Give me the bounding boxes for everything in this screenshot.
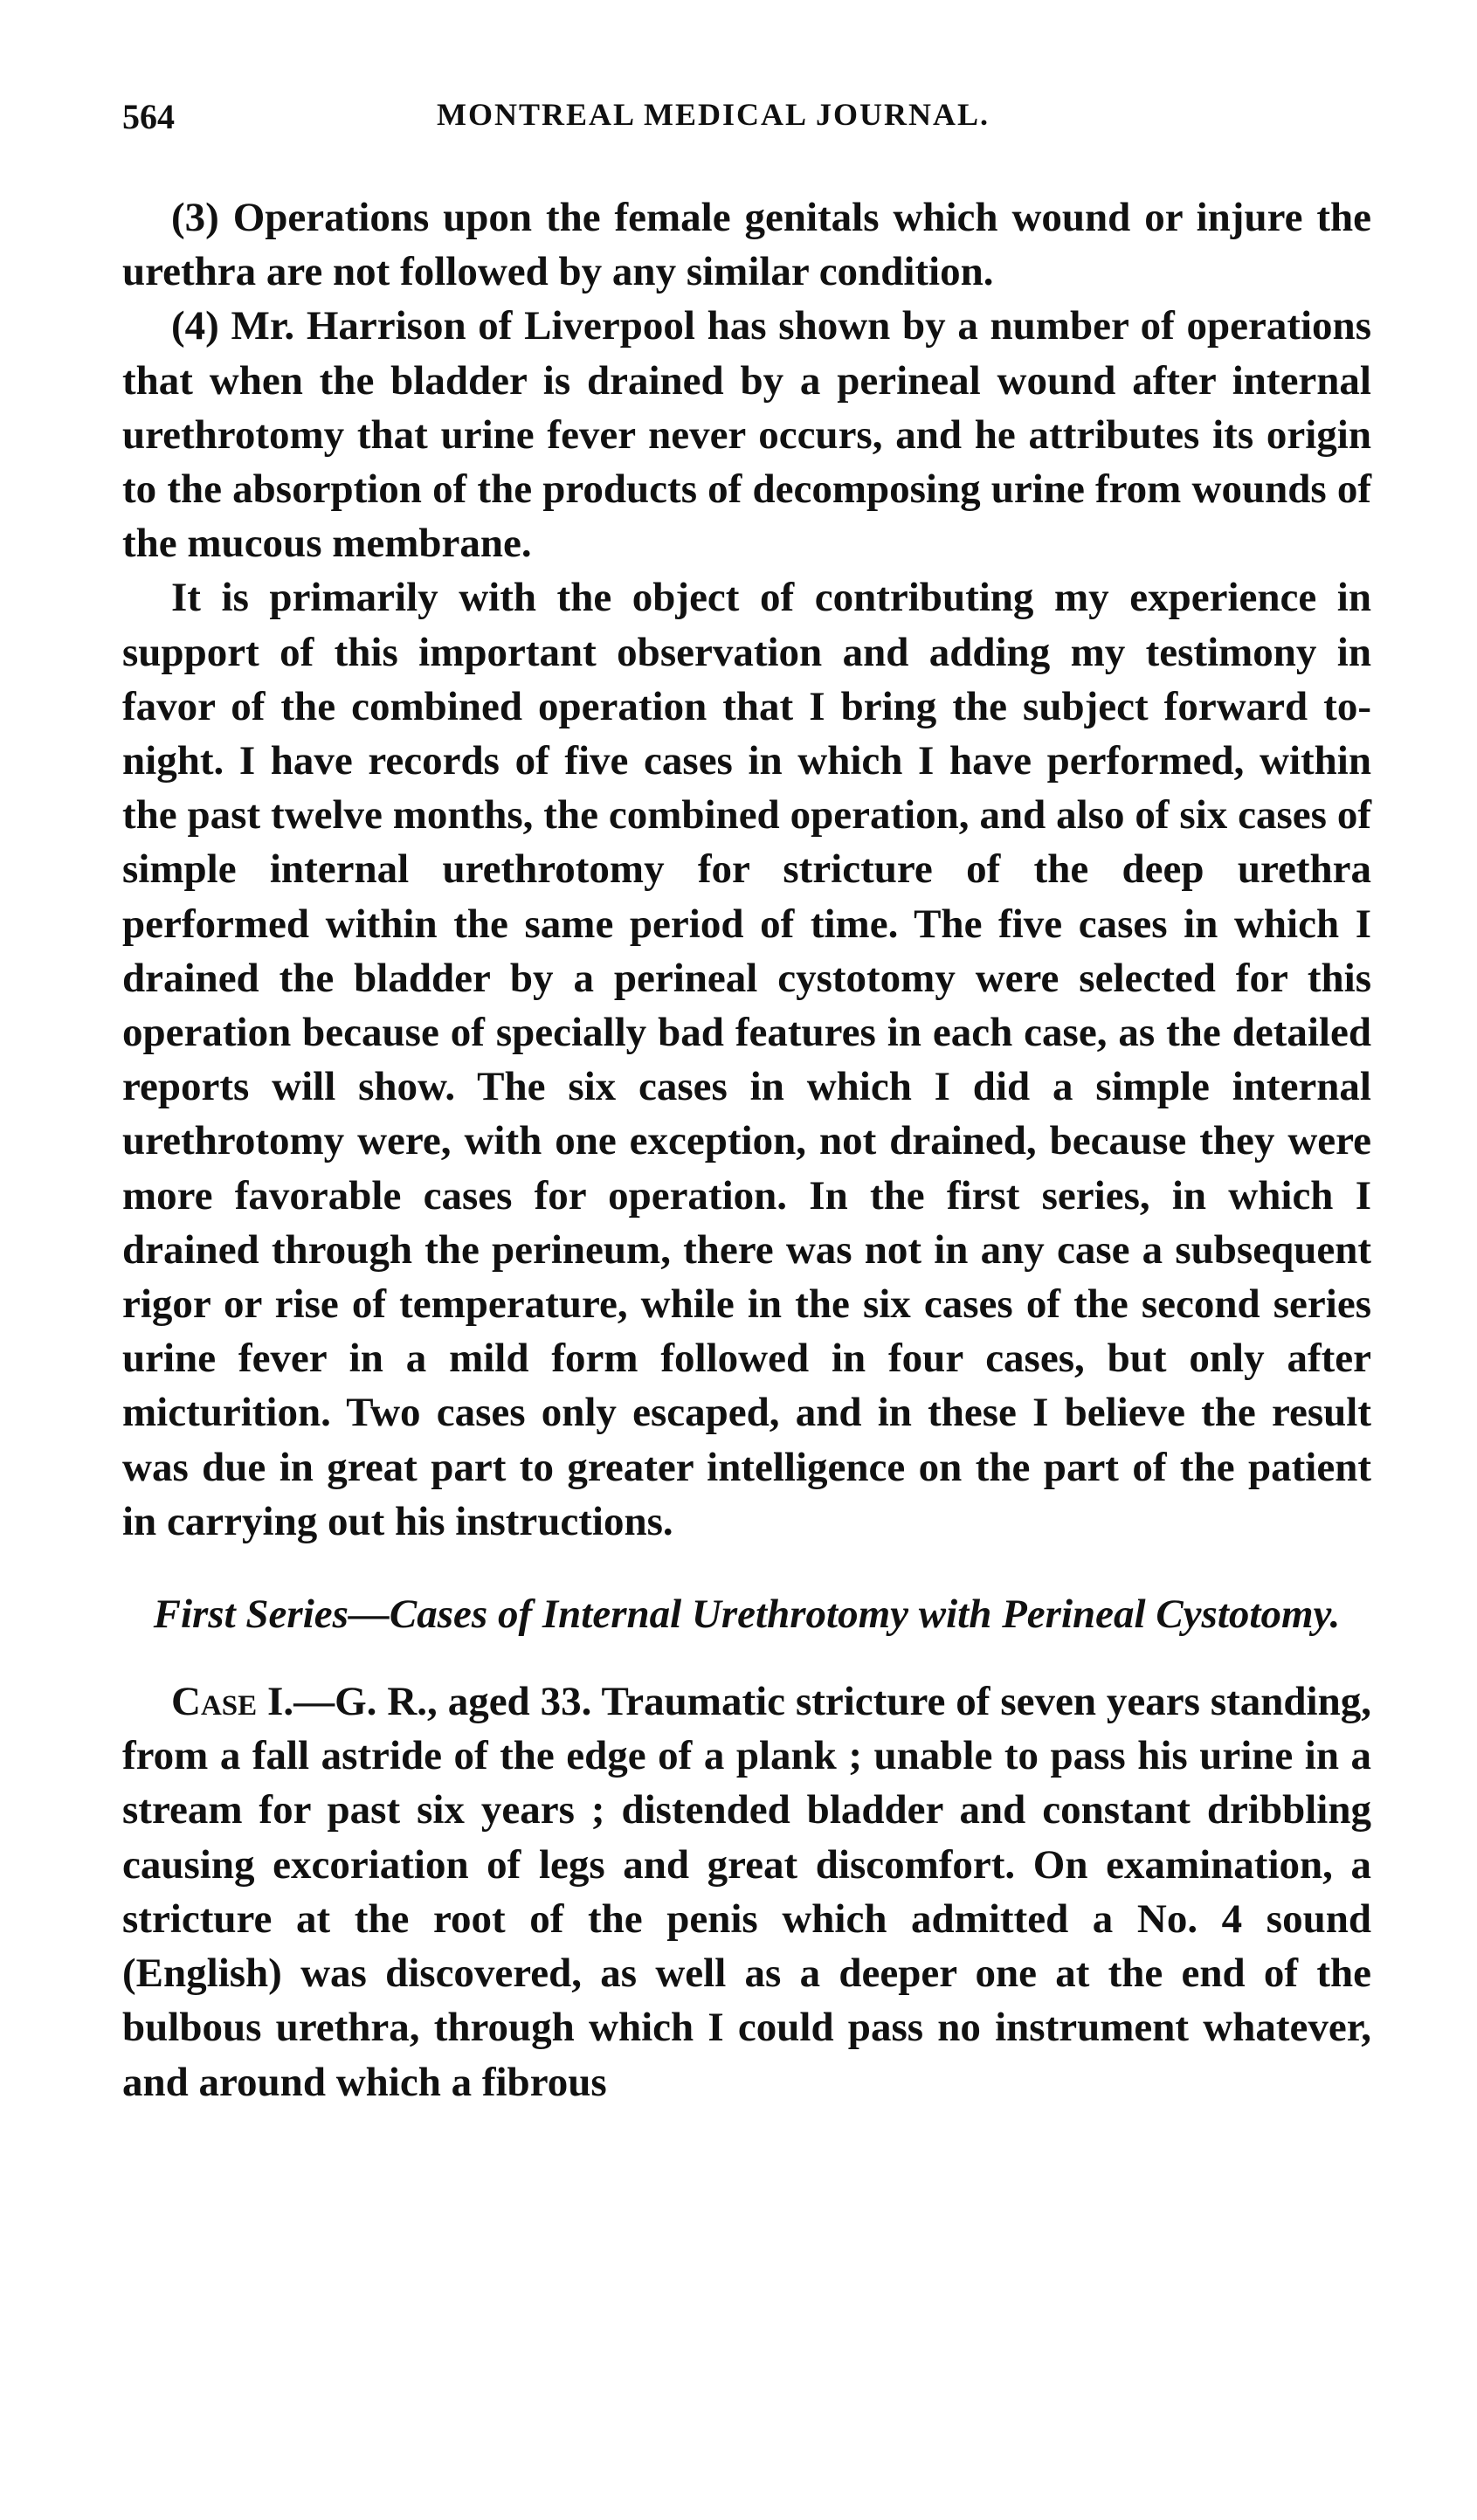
case-text: —G. R., aged 33. Traumatic stricture of seven years standing, from a fall astride of the edge of a plank ; unable to pass his urine in a stream for past six years ; distended bladder and constant dribbling causing excoriation of legs and great discomfort. On examination, a stricture at the root of the penis which admitted a No. 4 sound (English) was discovered, as well as a deeper one at the end of the bulbous urethra, through which I could pass no instrument whatever, and around which a fibrous	[122, 1679, 1371, 2105]
paragraph-experience: It is primarily with the object of contributing my experience in support of this important observation and adding my testimony in favor of the combined operation that I bring the subject forward to-night. I have records of five cases in which I have performed, within the past twelve months, the combined operation, and also of six cases of simple internal urethrotomy for stricture of the deep urethra performed within the same period of time. The five cases in which I drained the bladder by a perineal cystotomy were selected for this operation because of specially bad features in each case, as the detailed reports will show. The six cases in which I did a simple internal urethrotomy were, with one exception, not drained, because they were more favorable cases for operation. In the first series, in which I drained through the perineum, there was not in any case a subsequent rigor or rise of temperature, while in the six cases of the second series urine fever in a mild form followed in four cases, but only after micturition. Two cases only escaped, and in these I believe the result was due in great part to greater intelligence on the part of the patient in carrying out his instructions.	[122, 575, 1371, 1544]
paragraph-4: (4) Mr. Harrison of Liverpool has shown by a number of operations that when the bladder is drained by a perineal wound after internal urethrotomy that urine fever never occurs, and he attributes its origin to the absorption of the products of decomposing urine from wounds of the mucous membrane.	[122, 303, 1371, 567]
journal-title: MONTREAL MEDICAL JOURNAL.	[437, 97, 990, 132]
running-head	[122, 96, 1371, 148]
paragraph-3: (3) Operations upon the female genitals which wound or injure the urethra are not followed by any similar condition.	[122, 195, 1371, 295]
section-heading: First Series—Cases of Internal Urethrotomy with Perineal Cystotomy.	[153, 1591, 1341, 1638]
case-paragraph	[122, 1674, 1371, 2109]
document-page	[122, 96, 1371, 2109]
page-number: 564	[122, 97, 175, 136]
case-label: Case I.	[171, 1679, 294, 1725]
